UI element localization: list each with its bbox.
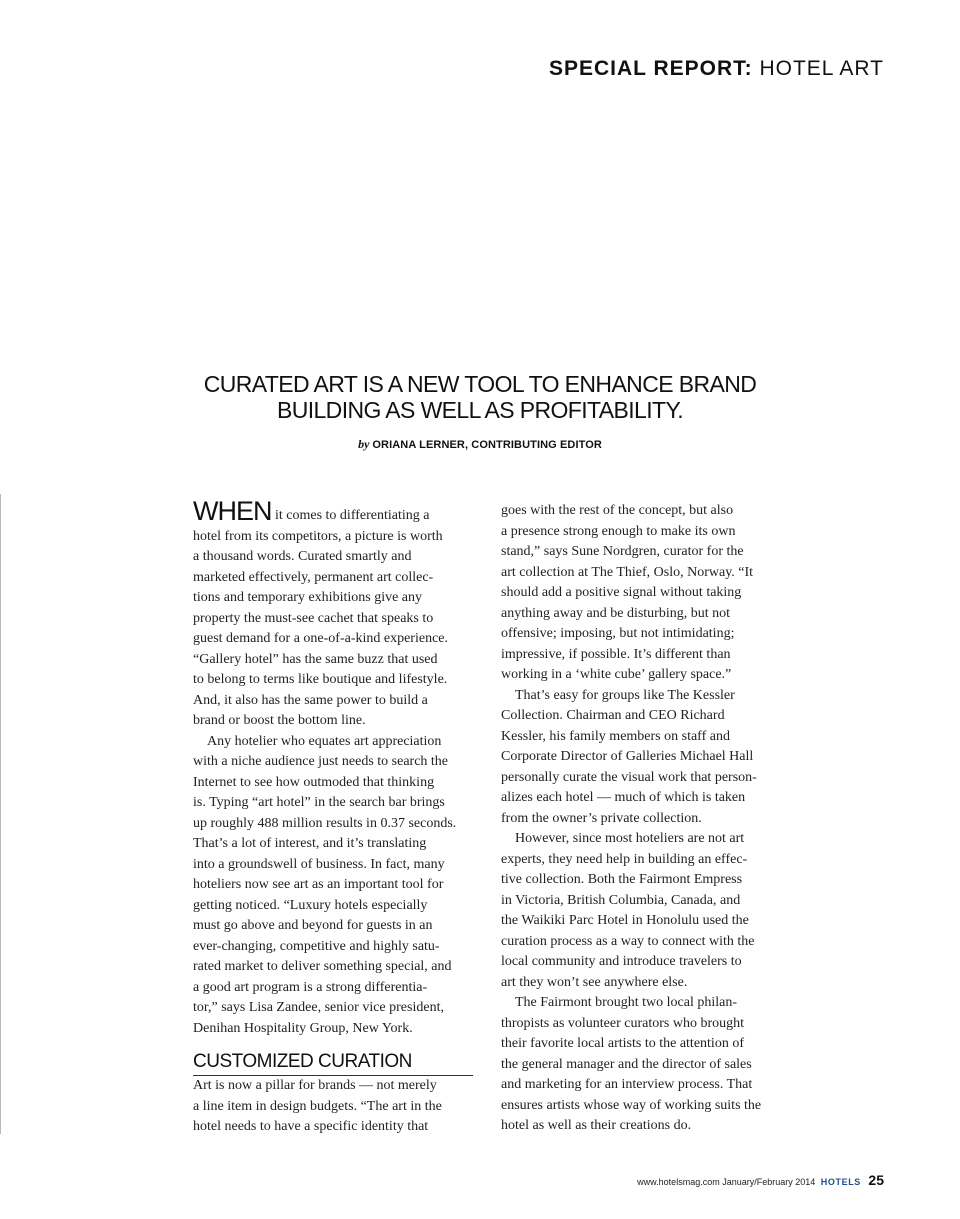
text-line: hotel needs to have a specific identity that — [193, 1119, 429, 1134]
page-number: 25 — [868, 1172, 884, 1188]
footer-issue: January/February 2014 — [722, 1177, 816, 1187]
text-line: Corporate Director of Galleries Michael Hall — [501, 749, 754, 764]
text-line: up roughly 488 million results in 0.37 seconds. — [193, 815, 457, 831]
text-line: alizes each hotel — much of which is taken — [501, 790, 746, 805]
page-edge-rule — [0, 494, 1, 1134]
text-line: the general manager and the director of sales — [501, 1056, 752, 1072]
section-topic: HOTEL ART — [759, 57, 884, 80]
text-line: in Victoria, British Columbia, Canada, and — [501, 892, 741, 908]
footer-magazine-name: HOTELS — [820, 1177, 861, 1187]
byline-prefix: by — [358, 437, 370, 451]
text-line-content: it comes to differentiating a — [275, 508, 430, 523]
text-line: offensive; imposing, but not intimidating; — [501, 626, 735, 641]
text-line: However, since most hoteliers are not art — [515, 831, 745, 846]
text-line: to belong to terms like boutique and lifestyle. — [193, 672, 448, 687]
article-column-left — [193, 496, 475, 1138]
text-line: with a niche audience just needs to search the — [193, 754, 449, 769]
page-footer — [637, 1172, 884, 1188]
text-line: brand or boost the bottom line. — [193, 713, 366, 728]
text-line: ensures artists whose way of working suits the — [501, 1097, 762, 1113]
text-line: rated market to deliver something special, and — [193, 959, 452, 974]
text-line: thropists as volunteer curators who brought — [501, 1015, 745, 1031]
text-line: into a groundswell of business. In fact, many — [193, 856, 445, 872]
text-line: And, it also has the same power to build a — [193, 692, 428, 708]
text-line: tions and temporary exhibitions give any — [193, 590, 423, 605]
text-line: a presence strong enough to make its own — [501, 523, 736, 539]
headline-line: CURATED ART IS A NEW TOOL TO ENHANCE BRAND — [203, 371, 757, 397]
text-line: tive collection. Both the Fairmont Empress — [501, 872, 743, 887]
text-line: Denihan Hospitality Group, New York. — [193, 1020, 413, 1036]
text-line: a good art program is a strong differentia- — [193, 979, 428, 995]
text-line: is. Typing “art hotel” in the search bar brings — [193, 795, 445, 810]
text-line: “Gallery hotel” has the same buzz that used — [193, 651, 438, 667]
text-line: ever-changing, competitive and highly satu- — [193, 938, 440, 954]
text-line: Kessler, his family members on staff and — [501, 728, 730, 744]
subhead: CUSTOMIZED CURATION — [193, 1049, 473, 1076]
text-line: impressive, if possible. It’s different than — [501, 646, 731, 662]
article-headline — [150, 371, 810, 423]
text-line: working in a ‘white cube’ gallery space.” — [501, 667, 732, 682]
text-line: stand,” says Sune Nordgren, curator for the — [501, 544, 744, 559]
text-line: anything away and be disturbing, but not — [501, 605, 731, 621]
article-column-right — [501, 501, 786, 1137]
headline-line: BUILDING AS WELL AS PROFITABILITY. — [276, 397, 684, 423]
text-line: Art is now a pillar for brands — not merely — [193, 1078, 437, 1093]
text-line: Any hotelier who equates art appreciation — [207, 733, 442, 749]
text-line: should add a positive signal without taking — [501, 585, 742, 600]
text-line: a thousand words. Curated smartly and — [193, 549, 412, 564]
text-line: goes with the rest of the concept, but also — [501, 503, 734, 518]
text-line: their favorite local artists to the attention of — [501, 1036, 744, 1051]
text-line: personally curate the visual work that person- — [501, 769, 757, 785]
text-line: hotel from its competitors, a picture is worth — [193, 528, 443, 544]
text-line: curation process as a way to connect with the — [501, 933, 755, 949]
text-line: art collection at The Thief, Oslo, Norway. “It — [501, 564, 754, 580]
text-line: the Waikiki Parc Hotel in Honolulu used the — [501, 913, 749, 928]
footer-url: www.hotelsmag.com — [637, 1177, 720, 1187]
text-line: local community and introduce travelers to — [501, 954, 742, 969]
text-line: Internet to see how outmoded that thinking — [193, 774, 435, 790]
byline — [150, 437, 810, 452]
text-line: guest demand for a one-of-a-kind experience. — [193, 631, 448, 646]
text-line: That’s a lot of interest, and it’s translating — [193, 836, 427, 851]
text-line: marketed effectively, permanent art collec- — [193, 569, 434, 585]
text-line: must go above and beyond for guests in an — [193, 918, 433, 933]
text-line: and marketing for an interview process. That — [501, 1077, 753, 1092]
text-line: art they won’t see anywhere else. — [501, 974, 688, 990]
byline-author: ORIANA LERNER, CONTRIBUTING EDITOR — [372, 439, 602, 451]
section-header — [549, 57, 884, 81]
drop-cap: WHEN — [193, 496, 272, 526]
text-line: getting noticed. “Luxury hotels especially — [193, 897, 428, 913]
text-line: property the must-see cachet that speaks to — [193, 610, 434, 626]
text-line: a line item in design budgets. “The art in the — [193, 1098, 442, 1114]
text-line: hoteliers now see art as an important tool for — [193, 877, 444, 892]
text-line: from the owner’s private collection. — [501, 810, 702, 826]
text-line: hotel as well as their creations do. — [501, 1118, 692, 1133]
text-line: Collection. Chairman and CEO Richard — [501, 708, 725, 723]
text-line: That’s easy for groups like The Kessler — [515, 687, 735, 703]
text-line: The Fairmont brought two local philan- — [515, 995, 738, 1010]
text-line: experts, they need help in building an effec- — [501, 851, 748, 867]
text-line — [193, 496, 475, 527]
text-line: tor,” says Lisa Zandee, senior vice president, — [193, 1000, 444, 1015]
section-label: SPECIAL REPORT: — [548, 57, 753, 80]
